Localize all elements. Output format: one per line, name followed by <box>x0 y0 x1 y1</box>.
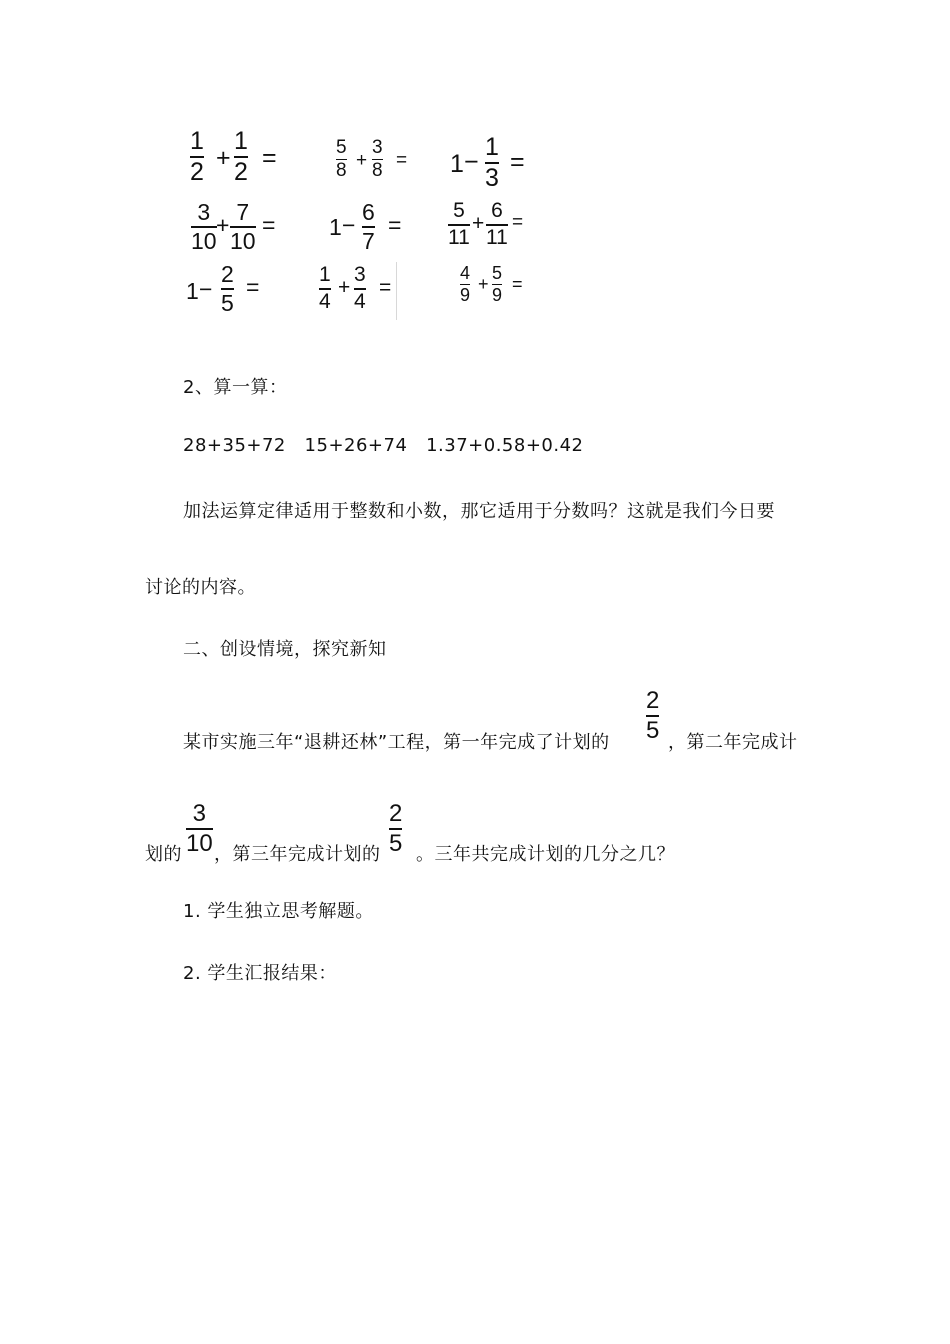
fraction <box>389 801 402 856</box>
fraction <box>190 128 204 186</box>
denominator: 3 <box>485 164 499 193</box>
equals-sign: = <box>512 212 524 233</box>
plus-sign: + <box>338 276 351 299</box>
denominator: 5 <box>389 830 403 858</box>
denominator: 10 <box>230 228 256 255</box>
problem-text: 。三年共完成计划的几分之几？ <box>416 844 675 865</box>
fraction <box>486 200 508 249</box>
whole-number: 1 <box>450 150 464 178</box>
denominator: 2 <box>234 158 248 187</box>
denominator: 2 <box>190 158 204 187</box>
whole-number: 1 <box>329 214 342 240</box>
denominator: 8 <box>336 159 347 181</box>
equals-sign: = <box>262 212 276 238</box>
equals-sign: = <box>396 150 408 171</box>
denominator: 4 <box>319 290 331 314</box>
paragraph-line: 讨论的内容。 <box>145 577 256 598</box>
numerator: 1 <box>485 133 499 161</box>
fraction <box>336 138 347 181</box>
numerator: 1 <box>319 263 331 286</box>
problem-text: 某市实施三年“退耕还林”工程，第一年完成了计划的 <box>183 732 610 753</box>
denominator: 9 <box>460 284 471 305</box>
equals-sign: = <box>510 148 525 176</box>
fraction <box>191 200 217 253</box>
fraction <box>492 264 502 305</box>
numerator: 5 <box>453 199 465 222</box>
problem-text: ，第二年完成计 <box>668 732 798 753</box>
denominator: 11 <box>486 226 508 250</box>
fraction <box>646 688 659 743</box>
fraction <box>485 134 499 192</box>
numerator: 1 <box>234 127 248 155</box>
equals-sign: = <box>262 144 277 172</box>
denominator: 9 <box>492 284 503 305</box>
numerator: 1 <box>190 127 204 155</box>
plus-sign: + <box>478 274 489 294</box>
whole-number: 1 <box>186 278 199 304</box>
denominator: 11 <box>448 226 470 250</box>
denominator: 4 <box>354 290 366 314</box>
numerator: 4 <box>460 263 471 283</box>
denominator: 5 <box>646 717 660 745</box>
numerator: 3 <box>354 263 366 286</box>
numerator: 2 <box>221 261 234 287</box>
denominator: 10 <box>186 830 213 858</box>
fraction <box>372 138 383 181</box>
numerator: 3 <box>197 199 211 225</box>
minus-sign: − <box>199 276 213 302</box>
fraction <box>460 264 470 305</box>
numerator: 7 <box>236 199 250 225</box>
denominator: 7 <box>362 228 375 255</box>
denominator: 8 <box>372 159 383 181</box>
problem-text: 划的 <box>145 844 182 865</box>
numerator: 2 <box>389 800 403 827</box>
divider-line <box>396 262 397 320</box>
denominator: 5 <box>221 290 234 317</box>
paragraph-line: 加法运算定律适用于整数和小数，那它适用于分数吗？这就是我们今日要 <box>183 501 775 522</box>
numerator: 6 <box>362 199 375 225</box>
fraction <box>234 128 248 186</box>
step-item: 1. 学生独立思考解题。 <box>183 901 374 922</box>
numerator: 6 <box>491 199 503 222</box>
fraction <box>186 801 213 856</box>
equals-sign: = <box>388 212 402 238</box>
numerator: 5 <box>336 137 347 158</box>
step-item: 2. 学生汇报结果： <box>183 963 337 984</box>
plus-sign: + <box>472 212 485 235</box>
plus-sign: + <box>356 150 368 171</box>
fraction <box>230 200 256 253</box>
problem-text: ，第三年完成计划的 <box>214 844 381 865</box>
plus-sign: + <box>216 212 230 238</box>
fraction <box>362 200 375 253</box>
minus-sign: − <box>342 212 356 238</box>
section-heading: 2、算一算： <box>183 377 288 398</box>
calculation-expressions: 28+35+72 15+26+74 1.37+0.58+0.42 <box>183 435 584 456</box>
numerator: 2 <box>646 687 660 714</box>
part-heading: 二、创设情境，探究新知 <box>183 639 387 660</box>
fraction <box>448 200 470 249</box>
minus-sign: − <box>464 148 479 176</box>
plus-sign: + <box>216 144 231 172</box>
equals-sign: = <box>246 274 260 300</box>
equals-sign: = <box>512 274 523 294</box>
numerator: 3 <box>372 137 383 158</box>
equals-sign: = <box>379 276 392 299</box>
denominator: 10 <box>191 228 217 255</box>
fraction <box>319 264 331 313</box>
fraction <box>354 264 366 313</box>
fraction <box>221 262 234 315</box>
numerator: 5 <box>492 263 503 283</box>
numerator: 3 <box>192 800 207 827</box>
